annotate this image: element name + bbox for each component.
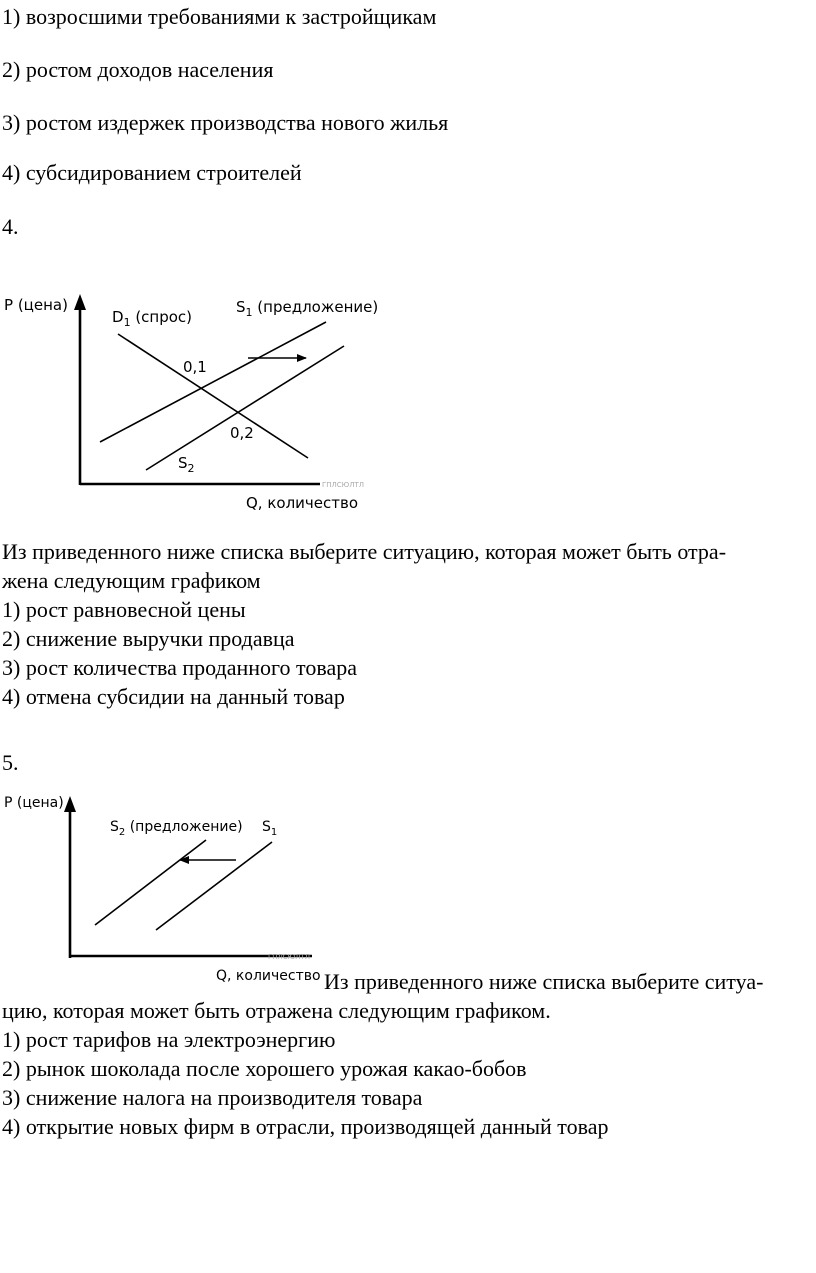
q4-y-axis-label: P (цена)	[4, 296, 68, 314]
q4-y-axis-arrowhead	[74, 294, 86, 310]
q4-option-3: 3) рост количества проданного товара	[2, 655, 357, 680]
q5-s1-label: $S_1$	[262, 819, 278, 838]
q4-supply-curve-s1	[100, 322, 326, 442]
q4-x-axis-label: Q, количество	[246, 494, 359, 512]
q4-graph	[0, 280, 400, 520]
q4-point1-label: 0,1	[183, 358, 207, 376]
q4-s2-label: $S_2$	[178, 454, 195, 475]
prev-option-4: 4) субсидированием строителей	[2, 160, 302, 185]
q4-demand-curve-d1	[118, 334, 308, 458]
q4-question-line-1: Из приведенного ниже списка выберите ситуацию, которая может быть отра-	[2, 539, 727, 564]
q4-x-watermark: ГПЛСЮЛТЛ	[322, 481, 365, 489]
q5-option-3: 3) снижение налога на производителя товара	[2, 1085, 423, 1110]
q5-question	[2, 996, 814, 1141]
q5-y-axis-label: P (цена)	[4, 795, 64, 811]
q5-option-2: 2) рынок шоколада после хорошего урожая какао-бобов	[2, 1056, 527, 1081]
q4-option-2: 2) снижение выручки продавца	[2, 626, 295, 651]
q5-x-watermark: ГПЛСЮЛТЛ	[268, 953, 311, 961]
prev-option-2: 2) ростом доходов населения	[2, 57, 274, 82]
q4-option-1: 1) рост равновесной цены	[2, 597, 246, 622]
q4-number: 4.	[2, 214, 19, 239]
q5-option-1: 1) рост тарифов на электроэнергию	[2, 1027, 336, 1052]
q5-supply-curve-s2	[95, 840, 206, 925]
q4-option-4: 4) отмена субсидии на данный товар	[2, 684, 345, 709]
q4-question-line-2: жена следующим графиком	[2, 568, 261, 593]
q5-y-axis-arrowhead	[64, 796, 76, 812]
q5-question-line-2: цию, которая может быть отражена следующим графиком.	[2, 998, 551, 1023]
q4-point2-label: 0,2	[230, 424, 254, 442]
q5-s2-label: $S_2$ (предложение)	[110, 819, 243, 838]
prev-option-1: 1) возросшими требованиями к застройщикам	[2, 4, 437, 29]
q5-graph	[0, 790, 340, 990]
q5-supply-curve-s1	[156, 842, 272, 930]
q5-number: 5.	[2, 750, 19, 775]
q5-question-line-1: Из приведенного ниже списка выберите ситуа-	[324, 969, 764, 994]
q4-question	[2, 537, 814, 711]
q5-option-4: 4) открытие новых фирм в отрасли, производящей данный товар	[2, 1114, 609, 1139]
q5-x-axis-label: Q, количество	[216, 968, 321, 984]
prev-option-3: 3) ростом издержек производства нового жилья	[2, 110, 449, 135]
q4-d1-label: $D_1$ (спрос)	[112, 308, 193, 329]
q4-s1-label: $S_1$ (предложение)	[236, 298, 379, 319]
